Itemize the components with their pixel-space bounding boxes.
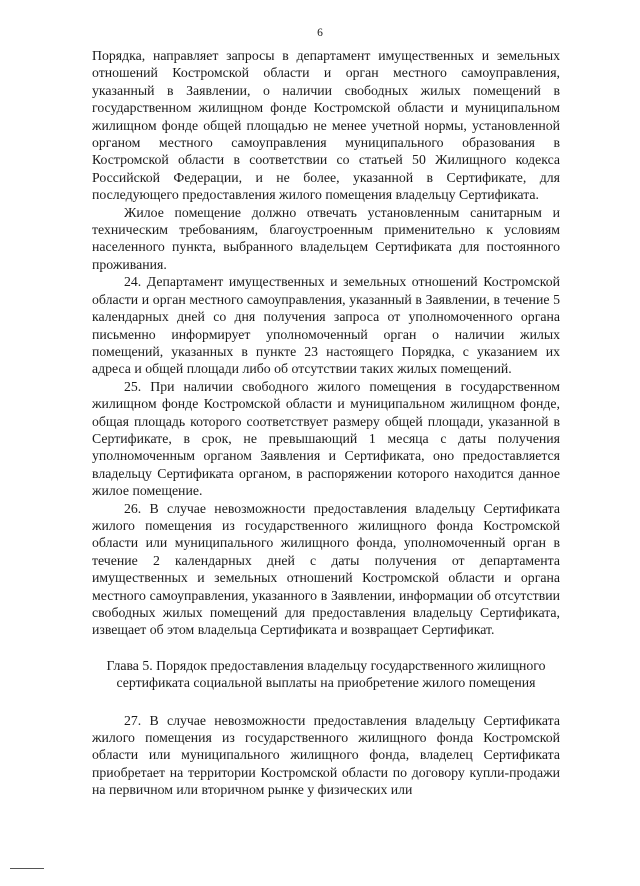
footer-rule — [10, 868, 44, 869]
page-number: 6 — [317, 27, 323, 39]
document-body — [92, 47, 560, 799]
paragraph-26: 26. В случае невозможности предоставления владельцу Сертификата жилого помещения из государственного жилищного фонда Костромской области или муниципального жилищного фонда, уполномоченный орган в течение 2 календарных дней с даты получения от департамента имущественных и земельных отношений Костромской области и органа местного самоуправления, указанного в Заявлении, информации об отсутствии свободных жилых помещений для предоставления владельцу Сертификата, извещает об этом владельца Сертификата и возвращает Сертификат. — [92, 500, 560, 638]
chapter-5-heading — [92, 657, 560, 692]
chapter-heading-line-2: сертификата социальной выплаты на приобретение жилого помещения — [116, 675, 536, 691]
paragraph-continuation: Порядка, направляет запросы в департамент имущественных и земельных отношений Костромской области и орган местного самоуправления, указанный в Заявлении, о наличии свободных жилых помещений в государственном жилищном фонде Костромской области и муниципальном жилищном фонде общей площадью не менее учетной нормы, установленной органом местного самоуправления муниципального образования в Костромской области в соответствии со статьей 50 Жилищного кодекса Российской Федерации, и не более, указанной в Сертификате, для последующего предоставления жилого помещения владельцу Сертификата. — [92, 48, 560, 203]
paragraph-25: 25. При наличии свободного жилого помещения в государственном жилищном фонде Костромской области и муниципальном жилищном фонде, общая площадь которого соответствует размеру общей площади, указанной в Сертификате, в срок, не превышающий 1 месяца с даты получения уполномоченным органом Заявления и Сертификата, оно предоставляется владельцу Сертификата органом, в распоряжении которого находится данное жилое помещение. — [92, 378, 560, 499]
paragraph-housing-requirements: Жилое помещение должно отвечать установленным санитарным и техническим требованиям, благоустроенным применительно к условиям населенного пункта, выбранного владельцем Сертификата для постоянного проживания. — [92, 204, 560, 272]
paragraph-27: 27. В случае невозможности предоставления владельцу Сертификата жилого помещения из государственного жилищного фонда Костромской области или муниципального жилищного фонда, владелец Сертификата приобретает на территории Костромской области по договору купли-продажи на первичном или вторичном рынке у физических или — [92, 712, 560, 798]
paragraph-24: 24. Департамент имущественных и земельных отношений Костромской области и орган местного самоуправления, указанный в Заявлении, в течение 5 календарных дней со дня получения запроса от уполномоченного органа письменно информирует уполномоченный орган о наличии жилых помещений, указанных в пункте 23 настоящего Порядка, с указанием их адреса и общей площади либо об отсутствии таких жилых помещений. — [92, 274, 560, 377]
chapter-heading-line-1: Глава 5. Порядок предоставления владельцу государственного жилищного — [106, 657, 546, 673]
